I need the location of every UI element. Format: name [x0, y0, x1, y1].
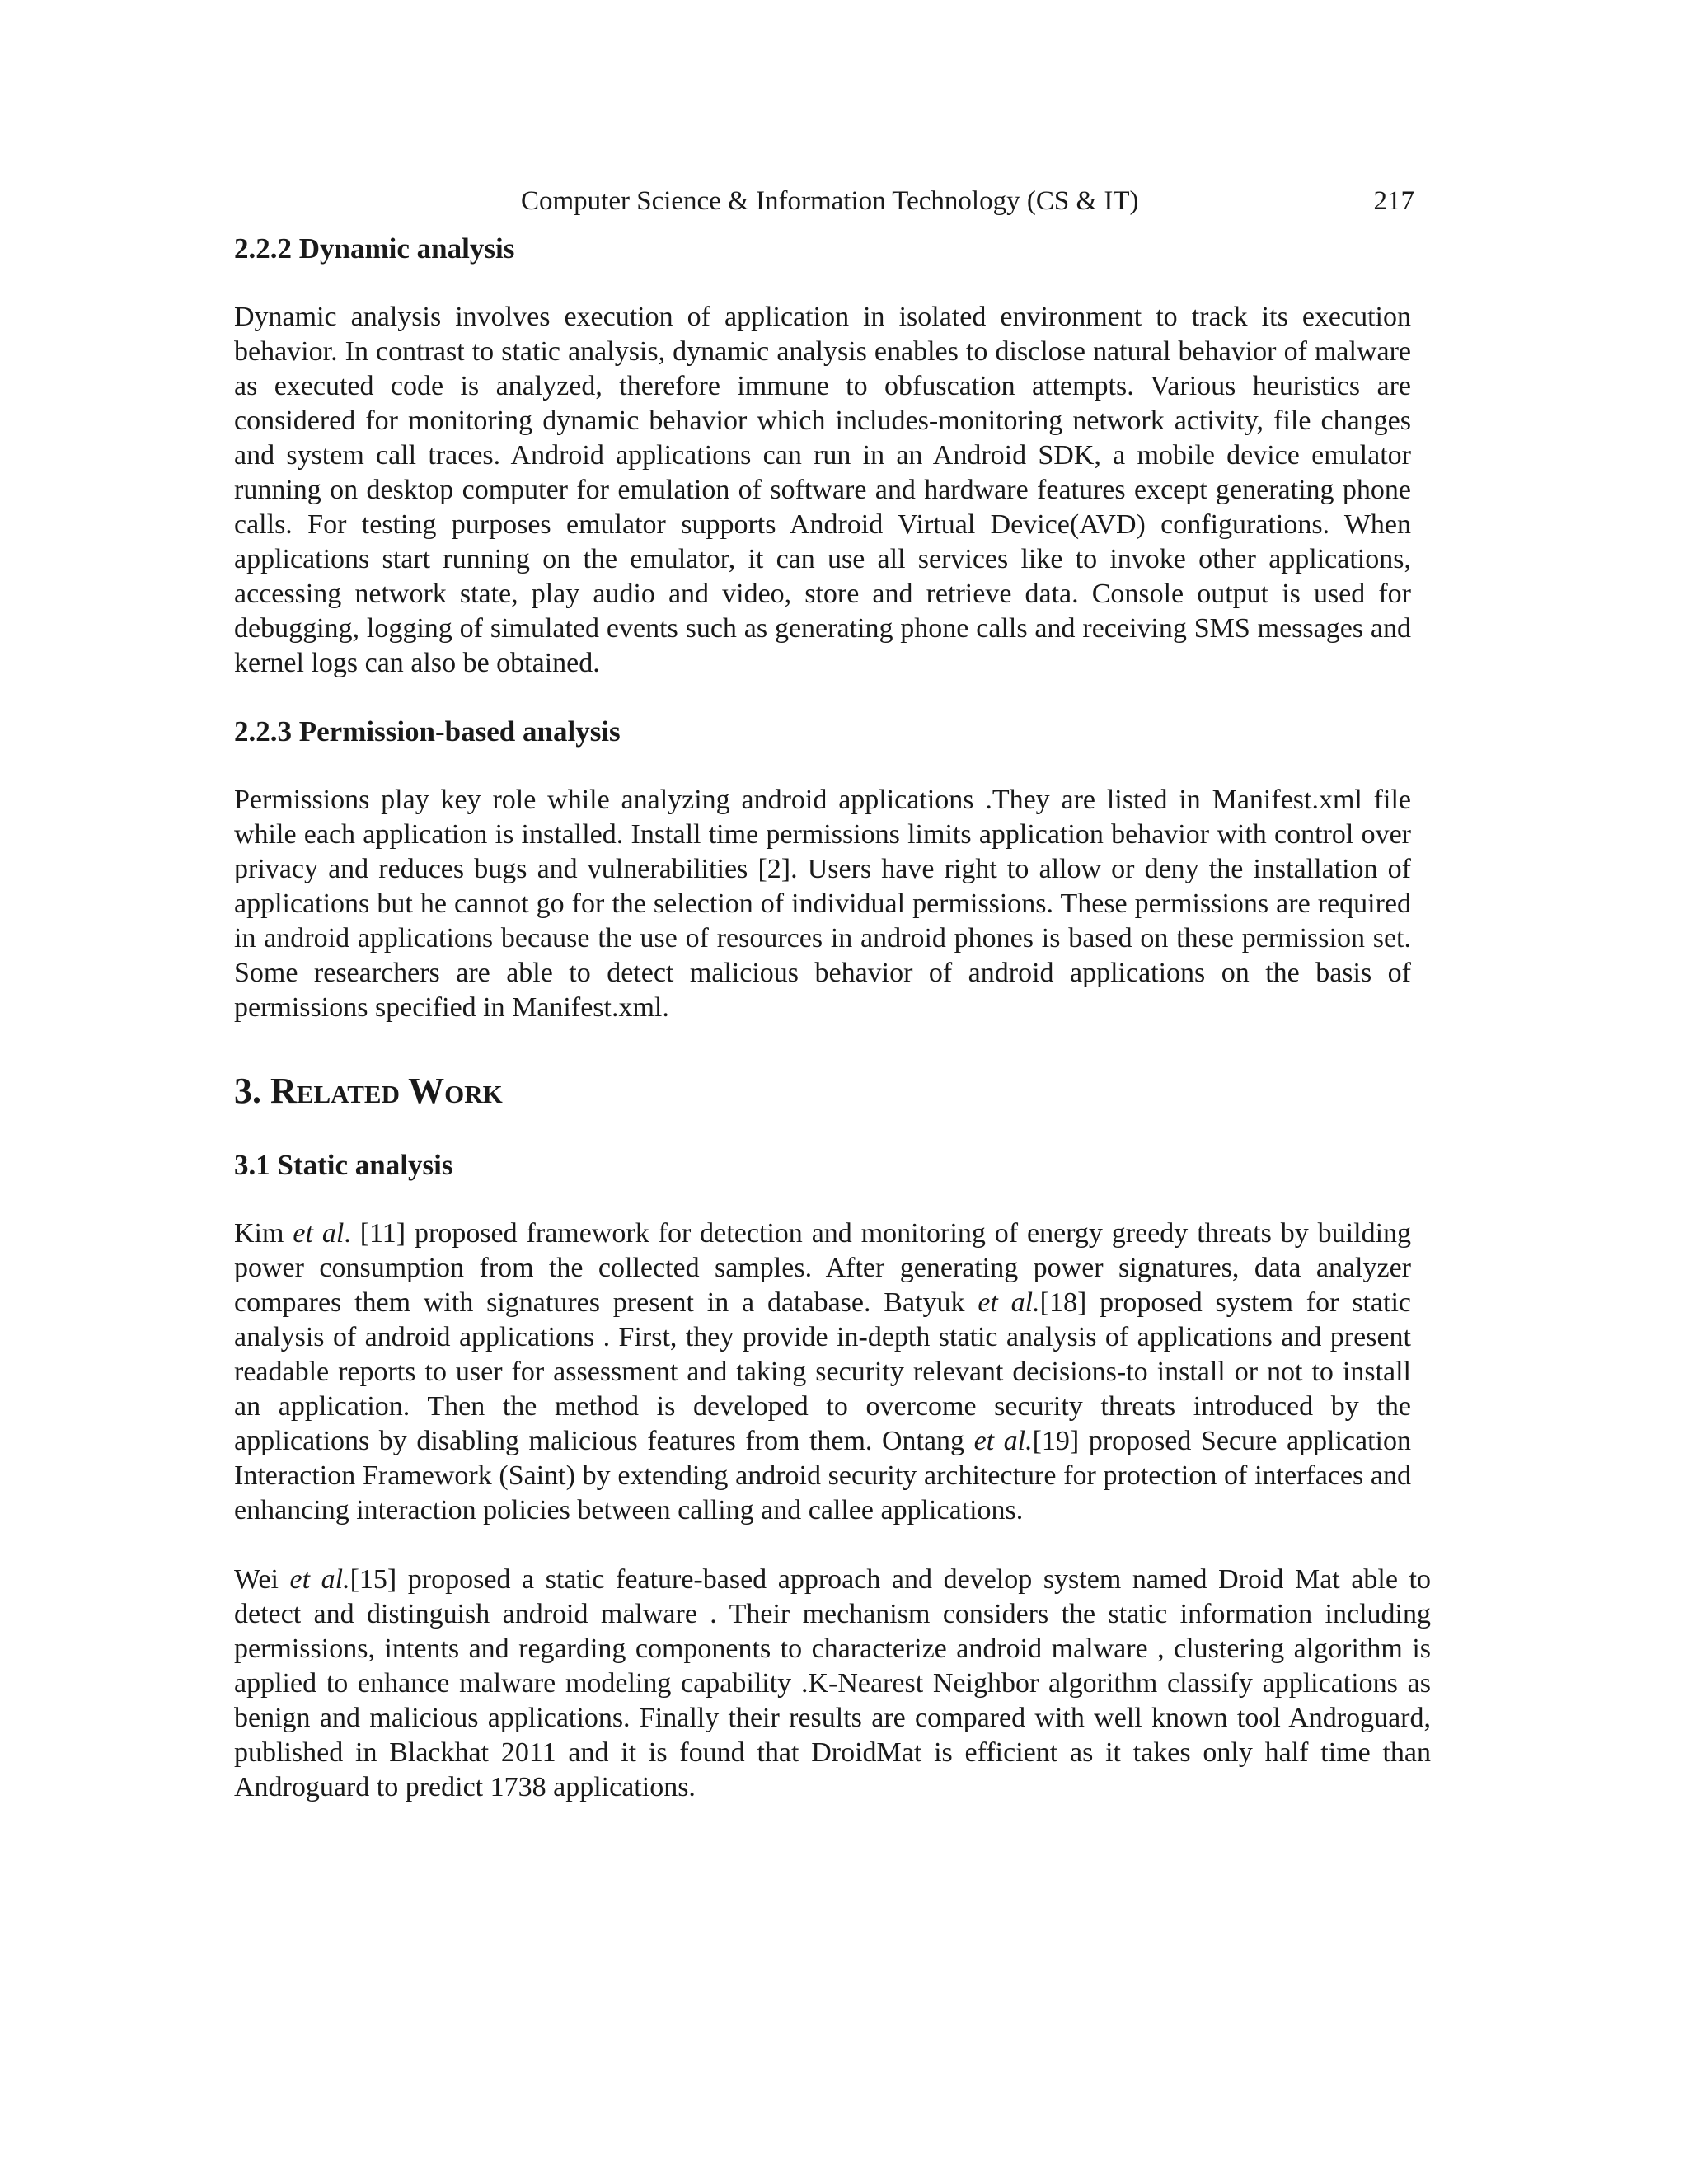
text-run: . [11] proposed framework for detection and monitoring of energy greedy threats by building power consumption from the collected samples. After generating power signatures, data analyzer compares them with signatures present in a database. Batyuk: [234, 1218, 1412, 1318]
heading-section-3: 3. Related Work: [234, 1071, 503, 1111]
heading-2-2-2: 2.2.2 Dynamic analysis: [234, 232, 515, 265]
text-run: Wei: [234, 1564, 290, 1595]
paragraph-static-analysis-2: [234, 1563, 1431, 1805]
page-number: 217: [1373, 186, 1414, 216]
paragraph-permission-analysis: Permissions play key role while analyzing android applications .They are listed in Manifest.xml file while each application is installed. Install time permissions limits application behavior with control over privacy and reduces bugs and vulnerabilities [2]. Users have right to allow or deny the installation of applications but he cannot go for the selection of individual permissions. These permissions are required in android applications because the use of resources in android phones is based on these permission set. Some researchers are able to detect malicious behavior of android applications on the basis of permissions specified in Manifest.xml.: [234, 785, 1411, 1023]
body-content: [234, 231, 1431, 1805]
paragraph-static-analysis-1: [234, 1216, 1411, 1528]
text-run: Kim: [234, 1218, 293, 1249]
italic-citation: et al.: [973, 1426, 1033, 1456]
text-run: [19] proposed Secure application Interaction Framework (Saint) by extending android security architecture for protection of interfaces and enhancing interaction policies between calling and callee applications.: [234, 1426, 1412, 1526]
italic-citation: et al.: [289, 1564, 350, 1595]
italic-citation: et al.: [978, 1287, 1040, 1318]
text-run: [18] proposed system for static analysis of android applications . First, they provide in-depth static analysis of applications and present readable reports to user for assessment and taking security relevant decisions-to install or not to install an application. Then the method is developed to overcome security threats introduced by the applications by disabling malicious features from them. Ontang: [234, 1287, 1411, 1456]
paragraph-dynamic-analysis: Dynamic analysis involves execution of application in isolated environment to track its execution behavior. In contrast to static analysis, dynamic analysis enables to disclose natural behavior of malware as executed code is analyzed, therefore immune to obfuscation attempts. Various heuristics are considered for monitoring dynamic behavior which includes-monitoring network activity, file changes and system call traces. Android applications can run in an Android SDK, a mobile device emulator running on desktop computer for emulation of software and hardware features except generating phone calls. For testing purposes emulator supports Android Virtual Device(AVD) configurations. When applications start running on the emulator, it can use all services like to invoke other applications, accessing network state, play audio and video, store and retrieve data. Console output is used for debugging, logging of simulated events such as generating phone calls and receiving SMS messages and kernel logs can also be obtained.: [234, 302, 1411, 678]
heading-2-2-3: 2.2.3 Permission-based analysis: [234, 715, 621, 748]
journal-title: Computer Science & Information Technology (CS & IT): [521, 186, 1139, 216]
text-run: [15] proposed a static feature-based approach and develop system named Droid Mat able to detect and distinguish android malware . Their mechanism considers the static information including permissions, intents and regarding components to characterize android malware , clustering algorithm is applied to enhance malware modeling capability .K-Nearest Neighbor algorithm classify applications as benign and malicious applications. Finally their results are compared with well known tool Androguard, published in Blackhat 2011 and it is found that DroidMat is efficient as it takes only half time than Androguard to predict 1738 applications.: [234, 1564, 1431, 1802]
italic-citation: et al: [293, 1218, 345, 1249]
running-header: [231, 183, 1414, 219]
heading-3-1: 3.1 Static analysis: [234, 1149, 453, 1181]
